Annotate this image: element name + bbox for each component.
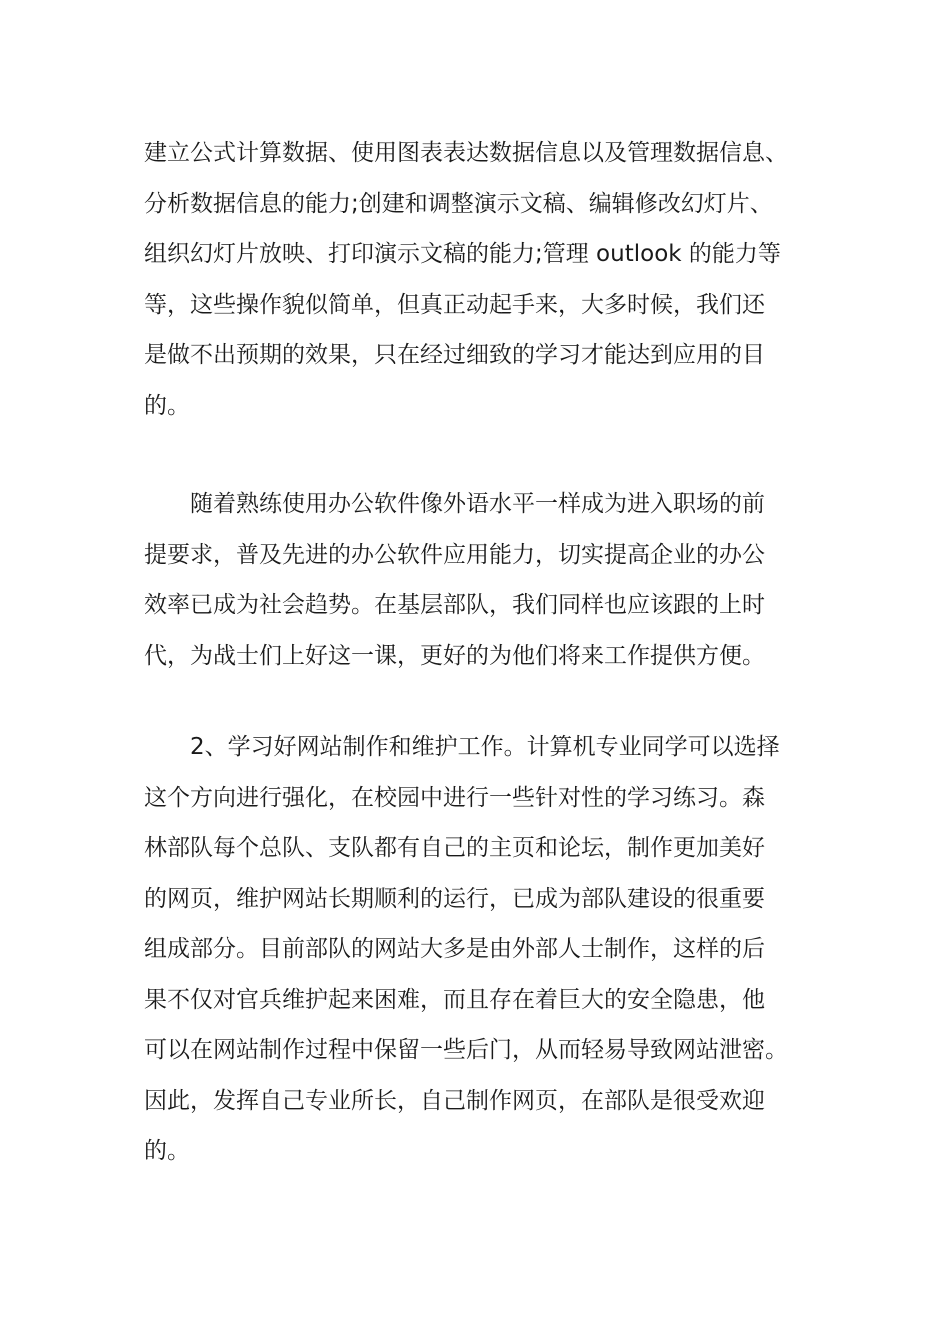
paragraph-line: 因此，发挥自己专业所长，自己制作网页，在部队是很受欢迎 [144, 1087, 765, 1114]
paragraph-line: 的。 [144, 1138, 190, 1164]
paragraph-line: 果不仅对官兵维护起来困难，而且存在着巨大的安全隐患，他 [144, 986, 765, 1013]
paragraph-line: 2、学习好网站制作和维护工作。计算机专业同学可以选择 [190, 734, 780, 760]
paragraph-line: 等，这些操作貌似简单，但真正动起手来，大多时候，我们还 [144, 291, 765, 318]
paragraph-line: 的。 [144, 392, 190, 419]
paragraph-line: 的网页，维护网站长期顺利的运行，已成为部队建设的很重要 [144, 885, 765, 912]
paragraph-line: 组成部分。目前部队的网站大多是由外部人士制作，这样的后 [144, 936, 765, 962]
paragraph-line: 提要求，普及先进的办公软件应用能力，切实提高企业的办公 [144, 541, 765, 568]
paragraph-line: 代，为战士们上好这一课，更好的为他们将来工作提供方便。 [144, 642, 765, 669]
paragraph-2 [144, 479, 844, 681]
paragraph-line: 是做不出预期的效果，只在经过细致的学习才能达到应用的目 [144, 342, 765, 368]
paragraph-line: 随着熟练使用办公软件像外语水平一样成为进入职场的前 [190, 491, 765, 517]
paragraph-line: 这个方向进行强化，在校园中进行一些针对性的学习练习。森 [144, 784, 765, 811]
paragraph-line: 分析数据信息的能力;创建和调整演示文稿、编辑修改幻灯片、 [144, 190, 773, 217]
paragraph-line: 组织幻灯片放映、打印演示文稿的能力;管理 outlook 的能力等 [144, 241, 781, 267]
paragraph-line: 林部队每个总队、支队都有自己的主页和论坛，制作更加美好 [144, 835, 765, 861]
paragraph-line: 可以在网站制作过程中保留一些后门，从而轻易导致网站泄密。 [144, 1037, 788, 1063]
paragraph-line: 效率已成为社会趋势。在基层部队，我们同样也应该跟的上时 [144, 592, 765, 618]
paragraph-3 [144, 722, 844, 1177]
paragraph-1 [144, 128, 844, 431]
paragraph-line: 建立公式计算数据、使用图表表达数据信息以及管理数据信息、 [144, 140, 788, 166]
